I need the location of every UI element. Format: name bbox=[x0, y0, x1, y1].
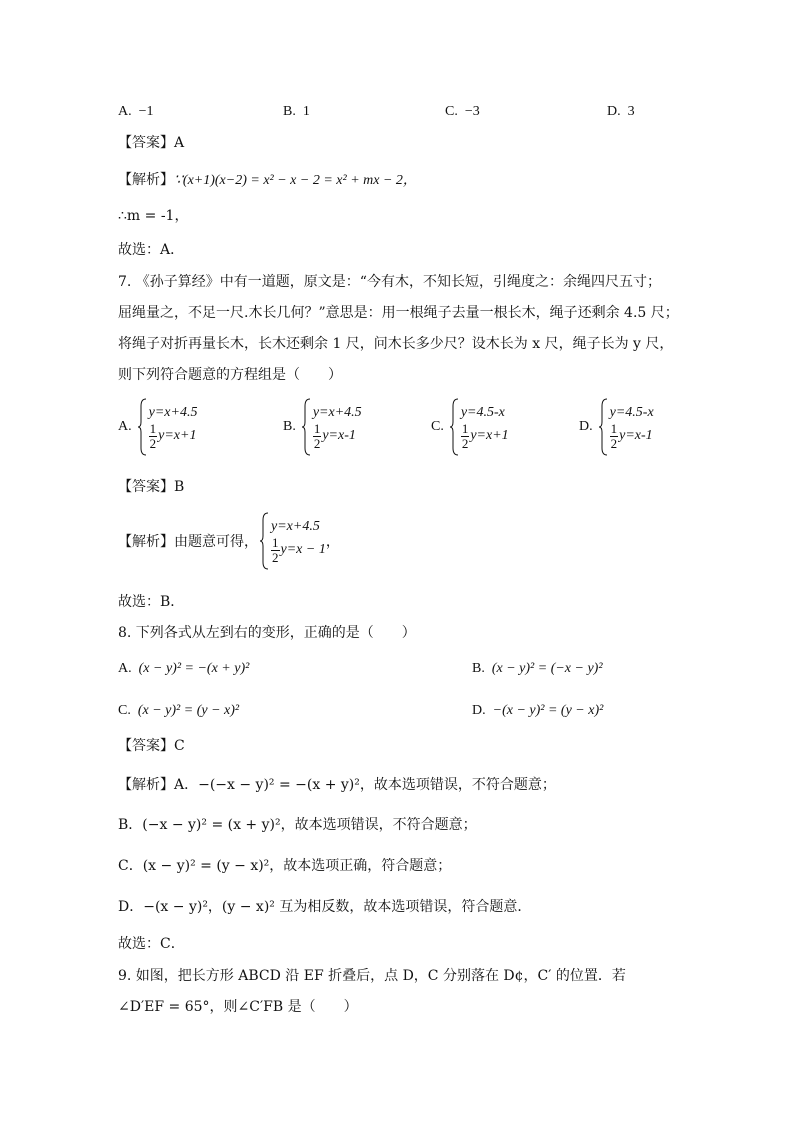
q6-option-c bbox=[445, 102, 480, 122]
q9-stem-line-1: 9. 如图，把长方形 ABCD 沿 EF 折叠后，点 D，C 分别落在 D¢，C′ 的位置．若 bbox=[118, 968, 626, 984]
q8-option-b bbox=[472, 659, 603, 679]
equation-1: y=x+4.5 bbox=[148, 404, 198, 420]
option-label: A. bbox=[118, 104, 132, 119]
brace-icon bbox=[599, 398, 608, 456]
q6-choose: 故选：A． bbox=[118, 242, 185, 258]
q6-option-a bbox=[118, 102, 154, 122]
option-label: A. bbox=[118, 419, 132, 434]
q9-stem-line-2: ∠D′EF = 65°，则∠C′FB 是（ ） bbox=[118, 999, 358, 1015]
option-label: A. bbox=[118, 661, 132, 676]
equation-2: y=x+1 bbox=[158, 428, 197, 443]
brace-icon bbox=[260, 512, 269, 570]
analysis-tag: 【解析】 bbox=[118, 172, 174, 188]
fraction-denominator: 2 bbox=[272, 549, 279, 565]
q8-analysis-line-3: C．(x − y)² = (y − x)²，故本选项正确，符合题意； bbox=[118, 858, 452, 874]
option-value: −1 bbox=[138, 104, 154, 119]
option-value: −3 bbox=[464, 104, 480, 119]
q8-choose: 故选：C． bbox=[118, 936, 185, 952]
option-expression: (x − y)² = (y − x)² bbox=[137, 703, 240, 718]
equation-2: y=x-1 bbox=[322, 428, 356, 443]
option-expression: −(x − y)² = (y − x)² bbox=[492, 703, 604, 718]
equation-1: y=x+4.5 bbox=[271, 518, 320, 534]
analysis-expression: ∵(x+1)(x−2) = x² − x − 2 = x² + mx − 2， bbox=[174, 173, 417, 188]
option-label: B. bbox=[283, 104, 296, 119]
q7-option-d bbox=[579, 398, 654, 456]
option-expression: (x − y)² = −(x + y)² bbox=[138, 661, 250, 676]
q8-option-c bbox=[118, 701, 239, 721]
q8-stem: 8. 下列各式从左到右的变形，正确的是（ ） bbox=[118, 625, 416, 641]
fraction-denominator: 2 bbox=[461, 435, 469, 451]
fraction-numerator: 1 bbox=[610, 420, 618, 436]
analysis-lead: 【解析】由题意可得， bbox=[118, 534, 258, 550]
q8-analysis-line-4: D．−(x − y)²，(y − x)² 互为相反数，故本选项错误，符合题意． bbox=[118, 899, 532, 915]
q8-option-d bbox=[472, 701, 603, 721]
option-label: B. bbox=[283, 419, 296, 434]
option-label: C. bbox=[118, 703, 131, 718]
q6-option-b bbox=[283, 102, 310, 122]
q7-stem-line-2: 屈绳量之，不足一尺.木长几何？”意思是：用一根绳子去量一根长木，绳子还剩余 4.5 尺； bbox=[118, 305, 679, 321]
option-value: 1 bbox=[302, 104, 310, 119]
option-label: D. bbox=[579, 419, 593, 434]
option-label: C. bbox=[445, 104, 458, 119]
q7-choose: 故选：B． bbox=[118, 594, 185, 610]
option-label: D. bbox=[607, 104, 621, 119]
q7-option-c bbox=[431, 398, 509, 456]
fraction-numerator: 1 bbox=[313, 420, 321, 436]
q6-option-d bbox=[607, 102, 635, 122]
q6-analysis bbox=[118, 170, 417, 191]
option-value: 3 bbox=[627, 104, 635, 119]
option-label: D. bbox=[472, 703, 486, 718]
fraction-denominator: 2 bbox=[313, 435, 321, 451]
equation-2: y=x-1 bbox=[619, 428, 653, 443]
q7-stem-line-1: 7. 《孙子算经》中有一道题，原文是：“今有木，不知长短，引绳度之：余绳四尺五寸； bbox=[118, 274, 661, 290]
fraction-numerator: 1 bbox=[461, 420, 469, 436]
q7-option-a bbox=[118, 398, 197, 456]
q7-option-b bbox=[283, 398, 362, 456]
fraction-numerator: 1 bbox=[272, 534, 279, 550]
q8-analysis-line-1: 【解析】A．−(−x − y)² = −(x + y)²，故本选项错误，不符合题意； bbox=[118, 777, 556, 793]
fraction-numerator: 1 bbox=[149, 420, 157, 436]
q7-analysis bbox=[118, 512, 340, 570]
q6-conclusion: ∴m = -1， bbox=[118, 208, 189, 224]
option-label: C. bbox=[431, 419, 444, 434]
q8-option-a bbox=[118, 659, 249, 679]
q7-stem-line-4: 则下列符合题意的方程组是（ ） bbox=[118, 367, 342, 383]
fraction-denominator: 2 bbox=[149, 435, 157, 451]
option-expression: (x − y)² = (−x − y)² bbox=[491, 661, 603, 676]
equation-1: y=x+4.5 bbox=[312, 404, 362, 420]
equation-1: y=4.5-x bbox=[460, 404, 505, 420]
brace-icon bbox=[450, 398, 459, 456]
equation-2: y=x+1 bbox=[470, 428, 509, 443]
q7-stem-line-3: 将绳子对折再量长木，长木还剩余 1 尺，问木长多少尺？设木长为 x 尺，绳子长为 y 尺， bbox=[118, 336, 674, 352]
q6-answer: 【答案】A bbox=[118, 135, 185, 151]
equation-2: y=x − 1 bbox=[280, 542, 326, 557]
q8-analysis-line-2: B．(−x − y)² = (x + y)²，故本选项错误，不符合题意； bbox=[118, 817, 477, 833]
brace-icon bbox=[138, 398, 147, 456]
q8-answer: 【答案】C bbox=[118, 738, 185, 754]
option-label: B. bbox=[472, 661, 485, 676]
fraction-denominator: 2 bbox=[610, 435, 618, 451]
equation-1: y=4.5-x bbox=[609, 404, 654, 420]
brace-icon bbox=[302, 398, 311, 456]
analysis-tail: ， bbox=[325, 534, 340, 550]
q7-answer: 【答案】B bbox=[118, 479, 185, 495]
